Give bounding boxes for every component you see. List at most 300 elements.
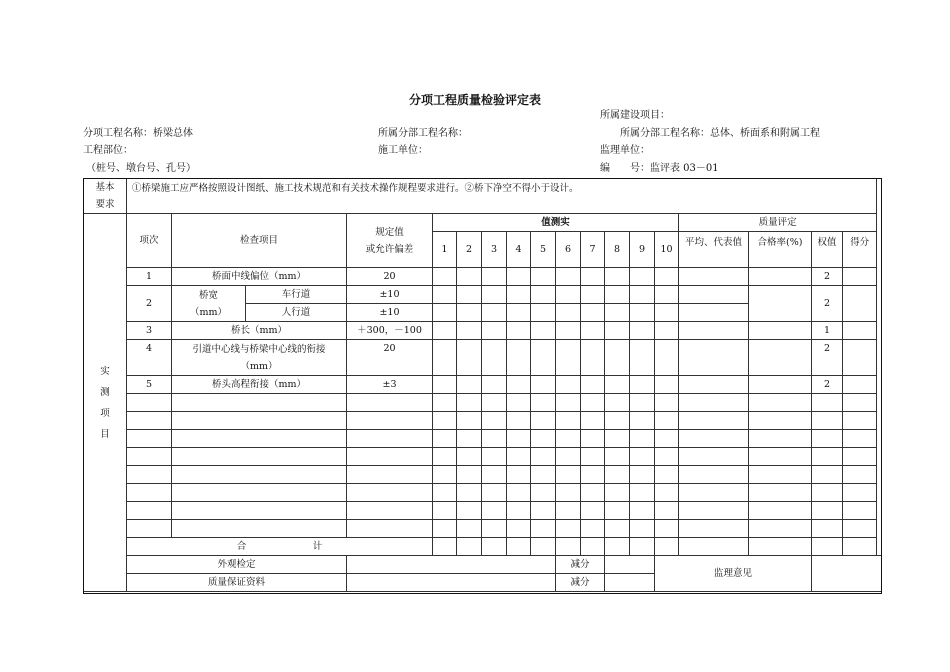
empty-cell[interactable] <box>605 520 630 538</box>
basic-label-line1: 基本 <box>95 182 115 193</box>
measure-cell[interactable] <box>457 304 482 322</box>
empty-cell[interactable] <box>127 466 172 484</box>
measure-cell[interactable] <box>605 286 630 304</box>
measure-cell[interactable] <box>531 286 556 304</box>
measure-cell[interactable] <box>457 376 482 394</box>
measure-cell[interactable] <box>605 322 630 340</box>
spec-value: ±3 <box>347 376 433 394</box>
empty-cell[interactable] <box>655 466 679 484</box>
measure-col-header: 6 <box>556 232 581 268</box>
total-cell[interactable] <box>433 538 457 556</box>
measured-label-char: 实 <box>100 365 110 377</box>
empty-cell[interactable] <box>347 484 433 502</box>
empty-cell[interactable] <box>812 430 843 448</box>
empty-cell[interactable] <box>581 502 605 520</box>
subitem-name-label: 分项工程名称：桥梁总体 <box>83 128 193 139</box>
measure-cell[interactable] <box>655 286 679 304</box>
measure-cell[interactable] <box>531 304 556 322</box>
empty-cell[interactable] <box>679 448 749 466</box>
score-cell[interactable] <box>843 286 877 322</box>
measure-cell[interactable] <box>433 340 457 376</box>
total-cell[interactable] <box>482 538 507 556</box>
measure-cell[interactable] <box>655 304 679 322</box>
measure-cell[interactable] <box>655 340 679 376</box>
empty-cell[interactable] <box>507 448 531 466</box>
measure-cell[interactable] <box>556 286 581 304</box>
col-pass-rate: 合格率(%) <box>749 232 812 268</box>
empty-cell[interactable] <box>347 430 433 448</box>
measure-col-header: 3 <box>482 232 507 268</box>
measure-cell[interactable] <box>630 268 655 286</box>
measure-cell[interactable] <box>605 340 630 376</box>
empty-cell[interactable] <box>172 484 347 502</box>
empty-cell[interactable] <box>172 448 347 466</box>
total-cell[interactable] <box>630 538 655 556</box>
empty-cell[interactable] <box>605 484 630 502</box>
measure-cell[interactable] <box>630 304 655 322</box>
measure-cell[interactable] <box>655 322 679 340</box>
score-cell[interactable] <box>843 340 877 376</box>
empty-cell[interactable] <box>347 448 433 466</box>
empty-cell[interactable] <box>172 412 347 430</box>
empty-cell[interactable] <box>605 448 630 466</box>
empty-cell[interactable] <box>605 502 630 520</box>
quality-docs-value[interactable] <box>347 574 556 592</box>
empty-cell[interactable] <box>531 448 556 466</box>
total-cell[interactable] <box>749 538 812 556</box>
empty-cell[interactable] <box>812 502 843 520</box>
empty-cell[interactable] <box>581 466 605 484</box>
appearance-value[interactable] <box>347 556 556 574</box>
empty-cell[interactable] <box>843 448 877 466</box>
pass-rate-cell[interactable] <box>749 376 812 394</box>
weight-value: 2 <box>812 268 843 286</box>
quality-docs-label: 质量保证资料 <box>127 574 347 592</box>
stake-label: （桩号、墩台号、孔号） <box>86 163 196 174</box>
empty-cell[interactable] <box>655 520 679 538</box>
empty-cell[interactable] <box>127 448 172 466</box>
supervisor-label: 监理单位： <box>600 145 650 156</box>
empty-row <box>84 412 882 430</box>
empty-cell[interactable] <box>556 502 581 520</box>
empty-cell[interactable] <box>457 448 482 466</box>
empty-cell[interactable] <box>843 430 877 448</box>
measure-cell[interactable] <box>655 376 679 394</box>
total-cell[interactable] <box>507 538 531 556</box>
total-row <box>84 538 882 556</box>
empty-cell[interactable] <box>812 448 843 466</box>
empty-cell[interactable] <box>482 520 507 538</box>
measured-section-label <box>84 214 127 592</box>
spec-value: 20 <box>347 268 433 286</box>
empty-cell[interactable] <box>843 412 877 430</box>
empty-cell[interactable] <box>749 502 812 520</box>
table-row <box>84 268 882 286</box>
col-check-item: 检查项目 <box>172 214 347 268</box>
check-subitem: 人行道 <box>246 304 347 322</box>
empty-cell[interactable] <box>843 502 877 520</box>
measure-cell[interactable] <box>507 286 531 304</box>
empty-cell[interactable] <box>347 502 433 520</box>
empty-row <box>84 520 882 538</box>
measure-col-header: 9 <box>630 232 655 268</box>
empty-cell[interactable] <box>172 430 347 448</box>
empty-cell[interactable] <box>507 520 531 538</box>
spec-value: ±10 <box>347 304 433 322</box>
avg-cell[interactable] <box>679 286 749 304</box>
check-item: 桥头高程衔接（mm） <box>172 376 347 394</box>
col-spec-line2: 或允许偏差 <box>365 243 414 255</box>
deduct-value[interactable] <box>605 556 655 574</box>
empty-cell[interactable] <box>507 484 531 502</box>
measure-cell[interactable] <box>556 304 581 322</box>
measure-cell[interactable] <box>556 376 581 394</box>
avg-cell[interactable] <box>679 304 749 322</box>
col-spec <box>347 214 433 268</box>
measure-cell[interactable] <box>482 268 507 286</box>
empty-cell[interactable] <box>812 394 843 412</box>
empty-cell[interactable] <box>679 520 749 538</box>
check-item-group <box>172 286 246 322</box>
measure-cell[interactable] <box>433 376 457 394</box>
empty-cell[interactable] <box>457 502 482 520</box>
measure-cell[interactable] <box>531 268 556 286</box>
empty-cell[interactable] <box>507 466 531 484</box>
empty-cell[interactable] <box>630 502 655 520</box>
measure-cell[interactable] <box>630 286 655 304</box>
measure-cell[interactable] <box>556 322 581 340</box>
empty-cell[interactable] <box>507 502 531 520</box>
empty-cell[interactable] <box>507 412 531 430</box>
pass-rate-cell[interactable] <box>749 322 812 340</box>
empty-cell[interactable] <box>556 520 581 538</box>
division-name-label: 所属分部工程名称： <box>378 128 468 139</box>
empty-cell[interactable] <box>457 484 482 502</box>
measure-cell[interactable] <box>482 376 507 394</box>
measure-cell[interactable] <box>556 340 581 376</box>
measure-cell[interactable] <box>433 304 457 322</box>
measure-cell[interactable] <box>531 340 556 376</box>
measure-cell[interactable] <box>556 268 581 286</box>
empty-cell[interactable] <box>482 484 507 502</box>
measure-cell[interactable] <box>630 340 655 376</box>
empty-cell[interactable] <box>482 466 507 484</box>
empty-cell[interactable] <box>843 520 877 538</box>
empty-cell[interactable] <box>556 448 581 466</box>
pass-rate-cell[interactable] <box>749 340 812 376</box>
empty-cell[interactable] <box>433 484 457 502</box>
check-item-line2: （mm） <box>240 360 278 372</box>
empty-cell[interactable] <box>843 394 877 412</box>
weight-value: 2 <box>812 340 843 376</box>
avg-cell[interactable] <box>679 322 749 340</box>
empty-cell[interactable] <box>482 448 507 466</box>
empty-cell[interactable] <box>749 412 812 430</box>
measure-cell[interactable] <box>507 376 531 394</box>
basic-requirements-label <box>84 179 127 214</box>
empty-cell[interactable] <box>127 484 172 502</box>
empty-cell[interactable] <box>630 484 655 502</box>
measure-cell[interactable] <box>581 340 605 376</box>
avg-cell[interactable] <box>679 340 749 376</box>
basic-requirements-text: ①桥梁施工应严格按照设计图纸、施工技术规范和有关技术操作规程要求进行。②桥下净空不得小于设计。 <box>127 179 877 214</box>
empty-cell[interactable] <box>655 484 679 502</box>
measure-cell[interactable] <box>457 286 482 304</box>
score-cell[interactable] <box>843 376 877 394</box>
page-title: 分项工程质量检验评定表 <box>408 93 541 107</box>
supervision-opinion-value[interactable] <box>812 556 882 592</box>
empty-cell[interactable] <box>433 466 457 484</box>
empty-cell[interactable] <box>749 430 812 448</box>
measure-cell[interactable] <box>630 322 655 340</box>
empty-cell[interactable] <box>581 448 605 466</box>
empty-cell[interactable] <box>655 502 679 520</box>
location-label: 工程部位： <box>83 145 133 156</box>
table-row <box>84 340 882 376</box>
empty-row <box>84 502 882 520</box>
empty-cell[interactable] <box>581 394 605 412</box>
deduct-label: 减分 <box>556 556 605 574</box>
empty-cell[interactable] <box>127 502 172 520</box>
empty-cell[interactable] <box>605 412 630 430</box>
empty-cell[interactable] <box>457 430 482 448</box>
empty-cell[interactable] <box>679 430 749 448</box>
measure-cell[interactable] <box>433 268 457 286</box>
total-cell[interactable] <box>457 538 482 556</box>
empty-cell[interactable] <box>679 412 749 430</box>
measure-cell[interactable] <box>433 322 457 340</box>
empty-cell[interactable] <box>812 520 843 538</box>
col-item-no: 项次 <box>127 214 172 268</box>
empty-cell[interactable] <box>679 502 749 520</box>
empty-cell[interactable] <box>172 466 347 484</box>
item-no: 4 <box>127 340 172 376</box>
empty-cell[interactable] <box>581 430 605 448</box>
empty-cell[interactable] <box>531 520 556 538</box>
empty-cell[interactable] <box>457 466 482 484</box>
measure-cell[interactable] <box>581 376 605 394</box>
measure-cell[interactable] <box>655 268 679 286</box>
avg-cell[interactable] <box>679 268 749 286</box>
empty-cell[interactable] <box>556 394 581 412</box>
measure-cell[interactable] <box>457 322 482 340</box>
total-cell[interactable] <box>812 538 843 556</box>
empty-cell[interactable] <box>531 484 556 502</box>
empty-cell[interactable] <box>655 430 679 448</box>
division-name-right-label: 所属分部工程名称：总体、桥面系和附属工程 <box>620 128 820 139</box>
empty-cell[interactable] <box>812 412 843 430</box>
empty-cell[interactable] <box>127 520 172 538</box>
empty-cell[interactable] <box>749 520 812 538</box>
empty-cell[interactable] <box>433 412 457 430</box>
measured-label-char: 测 <box>100 386 110 398</box>
empty-cell[interactable] <box>127 412 172 430</box>
check-item: 桥长（mm） <box>172 322 347 340</box>
empty-row <box>84 394 882 412</box>
empty-cell[interactable] <box>605 430 630 448</box>
measure-col-header: 8 <box>605 232 630 268</box>
empty-cell[interactable] <box>556 412 581 430</box>
empty-cell[interactable] <box>457 394 482 412</box>
empty-row <box>84 430 882 448</box>
empty-cell[interactable] <box>605 466 630 484</box>
empty-cell[interactable] <box>581 484 605 502</box>
empty-cell[interactable] <box>679 484 749 502</box>
empty-cell[interactable] <box>581 412 605 430</box>
score-cell[interactable] <box>843 322 877 340</box>
empty-cell[interactable] <box>843 484 877 502</box>
empty-cell[interactable] <box>556 430 581 448</box>
total-cell[interactable] <box>655 538 679 556</box>
spec-value: 20 <box>347 340 433 376</box>
empty-cell[interactable] <box>347 412 433 430</box>
empty-cell[interactable] <box>581 520 605 538</box>
item-no: 5 <box>127 376 172 394</box>
empty-cell[interactable] <box>531 394 556 412</box>
measured-label-char: 目 <box>100 428 110 440</box>
measure-cell[interactable] <box>507 322 531 340</box>
empty-cell[interactable] <box>347 466 433 484</box>
empty-cell[interactable] <box>433 394 457 412</box>
measured-label-char: 项 <box>100 407 110 419</box>
empty-cell[interactable] <box>433 520 457 538</box>
empty-cell[interactable] <box>482 412 507 430</box>
measure-cell[interactable] <box>531 376 556 394</box>
empty-cell[interactable] <box>630 430 655 448</box>
basic-label-line2: 要求 <box>95 199 115 210</box>
empty-cell[interactable] <box>655 448 679 466</box>
empty-cell[interactable] <box>630 448 655 466</box>
measure-cell[interactable] <box>581 286 605 304</box>
empty-cell[interactable] <box>172 502 347 520</box>
pass-rate-cell[interactable] <box>749 268 812 286</box>
empty-cell[interactable] <box>556 484 581 502</box>
measure-col-header: 7 <box>581 232 605 268</box>
check-item-group-unit: （mm） <box>189 306 228 318</box>
empty-cell[interactable] <box>347 394 433 412</box>
total-cell[interactable] <box>531 538 556 556</box>
deduct-value[interactable] <box>605 574 655 592</box>
empty-cell[interactable] <box>812 466 843 484</box>
deduct-label: 减分 <box>556 574 605 592</box>
empty-cell[interactable] <box>482 394 507 412</box>
measure-cell[interactable] <box>482 286 507 304</box>
empty-cell[interactable] <box>605 394 630 412</box>
empty-cell[interactable] <box>433 430 457 448</box>
empty-cell[interactable] <box>749 448 812 466</box>
measure-cell[interactable] <box>630 376 655 394</box>
measure-cell[interactable] <box>581 304 605 322</box>
empty-row <box>84 484 882 502</box>
weight-value: 2 <box>812 286 843 322</box>
empty-cell[interactable] <box>127 394 172 412</box>
pass-rate-cell[interactable] <box>749 286 812 322</box>
construction-project-label: 所属建设项目： <box>600 110 670 121</box>
measure-col-header: 1 <box>433 232 457 268</box>
empty-cell[interactable] <box>630 520 655 538</box>
measure-cell[interactable] <box>507 268 531 286</box>
table-row <box>84 322 882 340</box>
measure-cell[interactable] <box>457 268 482 286</box>
measure-cell[interactable] <box>605 268 630 286</box>
measure-cell[interactable] <box>507 304 531 322</box>
empty-cell[interactable] <box>749 466 812 484</box>
measure-cell[interactable] <box>581 268 605 286</box>
measure-col-header: 4 <box>507 232 531 268</box>
empty-cell[interactable] <box>655 394 679 412</box>
measure-cell[interactable] <box>531 322 556 340</box>
empty-cell[interactable] <box>531 412 556 430</box>
contractor-label: 施工单位： <box>378 145 428 156</box>
empty-cell[interactable] <box>843 466 877 484</box>
empty-cell[interactable] <box>172 520 347 538</box>
score-cell[interactable] <box>843 268 877 286</box>
empty-cell[interactable] <box>347 520 433 538</box>
empty-cell[interactable] <box>556 466 581 484</box>
empty-cell[interactable] <box>531 430 556 448</box>
measure-cell[interactable] <box>581 322 605 340</box>
item-no: 1 <box>127 268 172 286</box>
supervision-opinion-label: 监理意见 <box>655 556 812 592</box>
empty-cell[interactable] <box>482 502 507 520</box>
total-cell[interactable] <box>556 538 581 556</box>
weight-value: 1 <box>812 322 843 340</box>
total-cell[interactable] <box>605 538 630 556</box>
empty-cell[interactable] <box>433 502 457 520</box>
empty-row <box>84 448 882 466</box>
measure-cell[interactable] <box>482 322 507 340</box>
inspection-table <box>83 178 882 592</box>
empty-cell[interactable] <box>679 466 749 484</box>
measure-col-header: 5 <box>531 232 556 268</box>
empty-cell[interactable] <box>749 484 812 502</box>
empty-cell[interactable] <box>507 430 531 448</box>
empty-cell[interactable] <box>127 430 172 448</box>
empty-cell[interactable] <box>433 448 457 466</box>
total-cell[interactable] <box>679 538 749 556</box>
empty-cell[interactable] <box>630 466 655 484</box>
empty-cell[interactable] <box>630 412 655 430</box>
measure-cell[interactable] <box>605 304 630 322</box>
empty-cell[interactable] <box>172 394 347 412</box>
empty-cell[interactable] <box>749 394 812 412</box>
measure-cell[interactable] <box>507 340 531 376</box>
empty-cell[interactable] <box>507 394 531 412</box>
appearance-label: 外观检定 <box>127 556 347 574</box>
avg-cell[interactable] <box>679 376 749 394</box>
measure-cell[interactable] <box>457 340 482 376</box>
measure-col-header: 10 <box>655 232 679 268</box>
weight-value: 2 <box>812 376 843 394</box>
empty-cell[interactable] <box>630 394 655 412</box>
empty-cell[interactable] <box>457 412 482 430</box>
empty-cell[interactable] <box>531 466 556 484</box>
check-item-line1: 引道中心线与桥梁中心线的衔接 <box>192 343 326 355</box>
empty-cell[interactable] <box>812 484 843 502</box>
measure-cell[interactable] <box>433 286 457 304</box>
col-quality: 质量评定 <box>679 214 877 232</box>
empty-cell[interactable] <box>679 394 749 412</box>
measure-cell[interactable] <box>482 340 507 376</box>
empty-cell[interactable] <box>457 520 482 538</box>
empty-cell[interactable] <box>482 430 507 448</box>
empty-cell[interactable] <box>655 412 679 430</box>
total-cell[interactable] <box>581 538 605 556</box>
total-cell[interactable] <box>843 538 877 556</box>
measure-cell[interactable] <box>482 304 507 322</box>
measure-cell[interactable] <box>605 376 630 394</box>
empty-cell[interactable] <box>531 502 556 520</box>
